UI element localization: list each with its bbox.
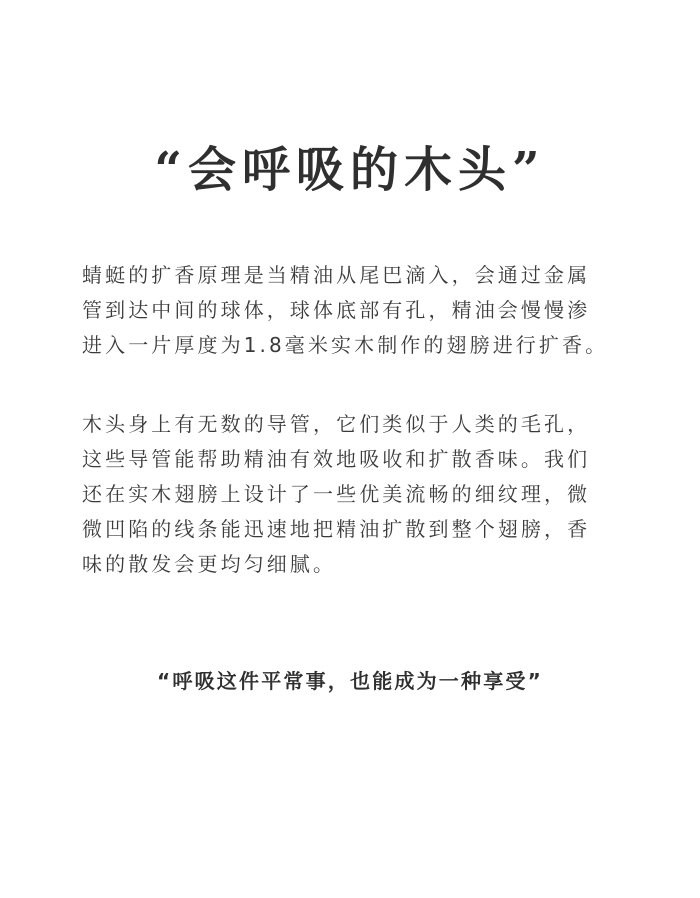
paragraph-line: 木头身上有无数的导管，它们类似于人类的毛孔，	[82, 412, 591, 436]
paragraph-line: 微凹陷的线条能迅速地把精油扩散到整个翅膀，香	[82, 517, 591, 541]
paragraph-wood-texture	[82, 407, 627, 582]
paragraph-line: 这些导管能帮助精油有效地吸收和扩散香味。我们	[82, 447, 591, 471]
paragraph-line: 味的散发会更均匀细腻。	[82, 552, 337, 576]
paragraph-line: 蜻蜓的扩香原理是当精油从尾巴滴入，会通过金属	[82, 263, 591, 287]
paragraph-line: 进入一片厚度为1.8毫米实木制作的翅膀进行扩香。	[82, 333, 609, 357]
closing-quote: “呼吸这件平常事，也能成为一种享受”	[157, 669, 543, 693]
paragraph-diffusion-principle	[82, 258, 627, 363]
paragraph-line: 还在实木翅膀上设计了一些优美流畅的细纹理，微	[82, 482, 591, 506]
page-title: “会呼吸的木头”	[154, 142, 546, 198]
paragraph-line: 管到达中间的球体，球体底部有孔，精油会慢慢渗	[82, 298, 591, 322]
